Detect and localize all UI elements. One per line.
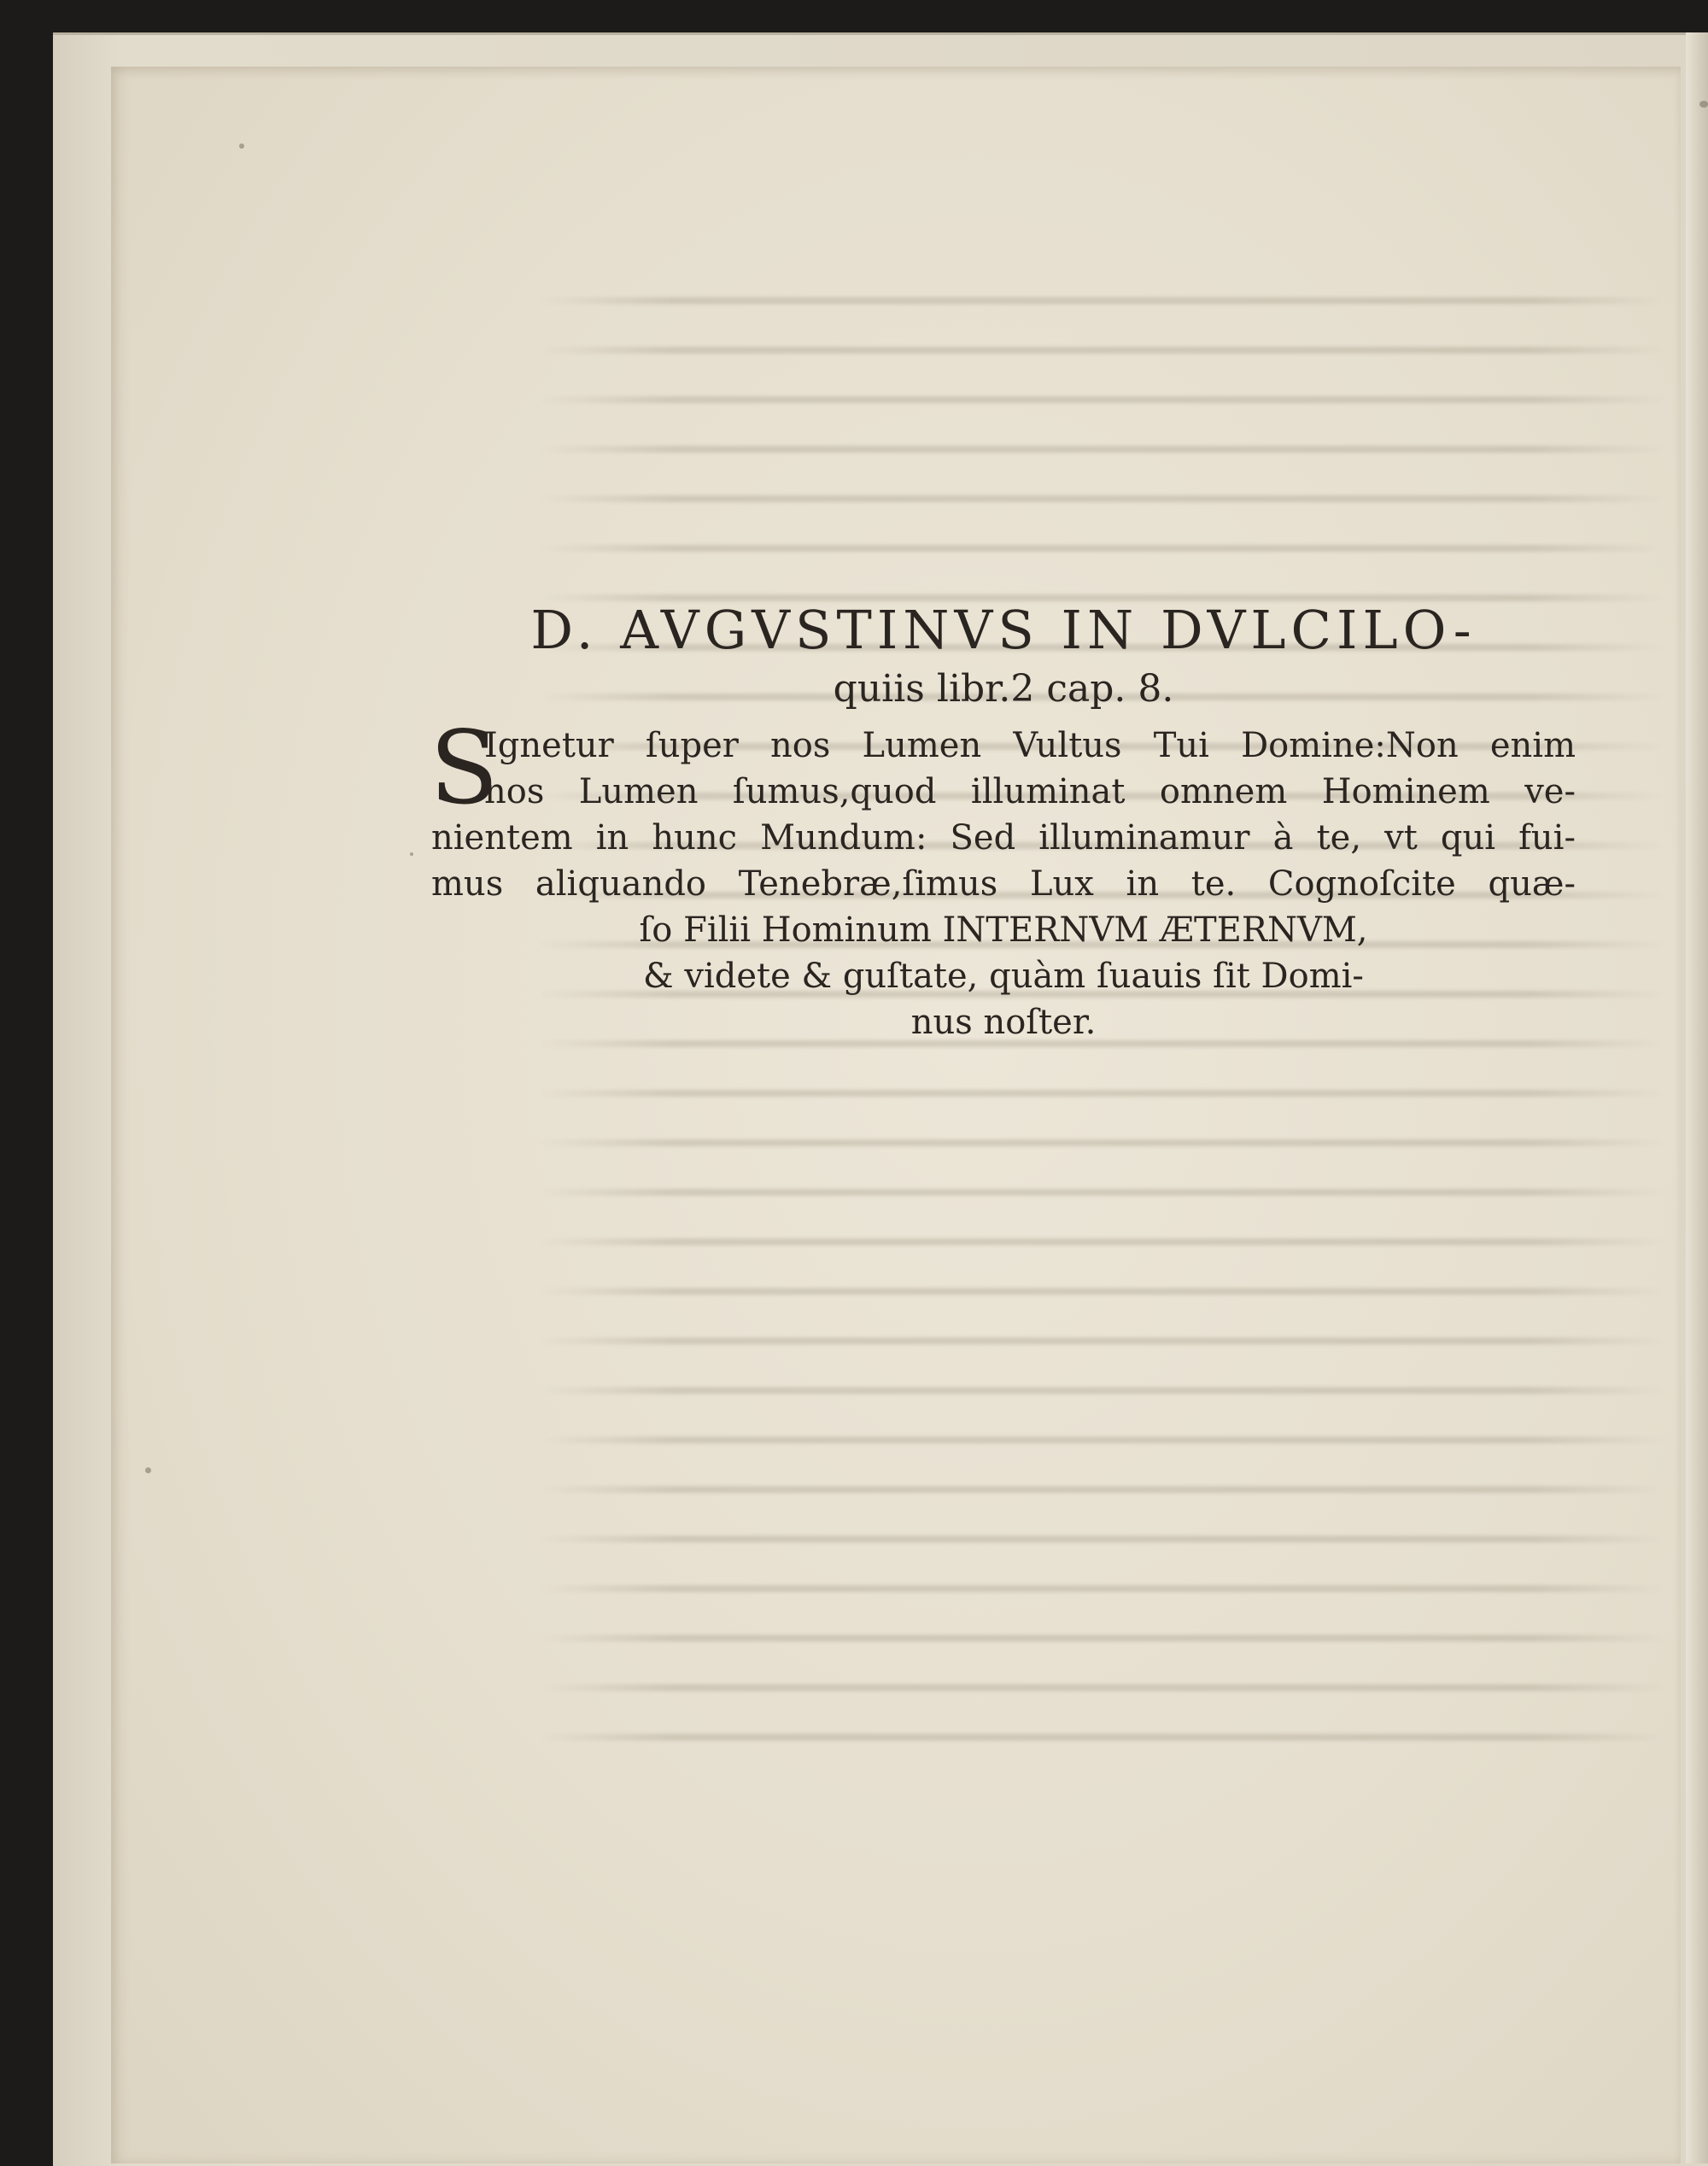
- cover-edge: [1686, 32, 1708, 2163]
- quotation-block: [431, 598, 1576, 1045]
- paper-leaf: [111, 67, 1681, 2163]
- paper-speck: [239, 143, 244, 149]
- text-line: nos Lumen ſumus,quod illuminat omnem Hominem ve-: [484, 772, 1576, 811]
- text-line: ſo Filii Hominum INTERNVM ÆTERNVM,: [639, 910, 1368, 950]
- heading-source: quiis libr.2 cap. 8.: [833, 667, 1174, 711]
- text-line: mus aliquando Tenebræ,ſimus Lux in te. Cognoſcite quæ-: [431, 864, 1576, 904]
- heading-author: D. AVGVSTINVS IN DVLCILO-: [530, 599, 1477, 661]
- text-line: S Ignetur ſuper nos Lumen Vultus Tui Domine:Non enim: [430, 709, 1576, 827]
- drop-cap: S: [430, 709, 499, 827]
- text-line: nientem in hunc Mundum: Sed illuminamur à te, vt qui fui-: [431, 818, 1576, 858]
- text-line: nus noſter.: [910, 1003, 1097, 1042]
- paper-speck: [410, 852, 413, 856]
- text-line: & videte & guſtate, quàm ſuauis ſit Domi-: [643, 957, 1364, 996]
- paper-speck: [1699, 101, 1708, 108]
- paper-speck: [145, 1467, 151, 1473]
